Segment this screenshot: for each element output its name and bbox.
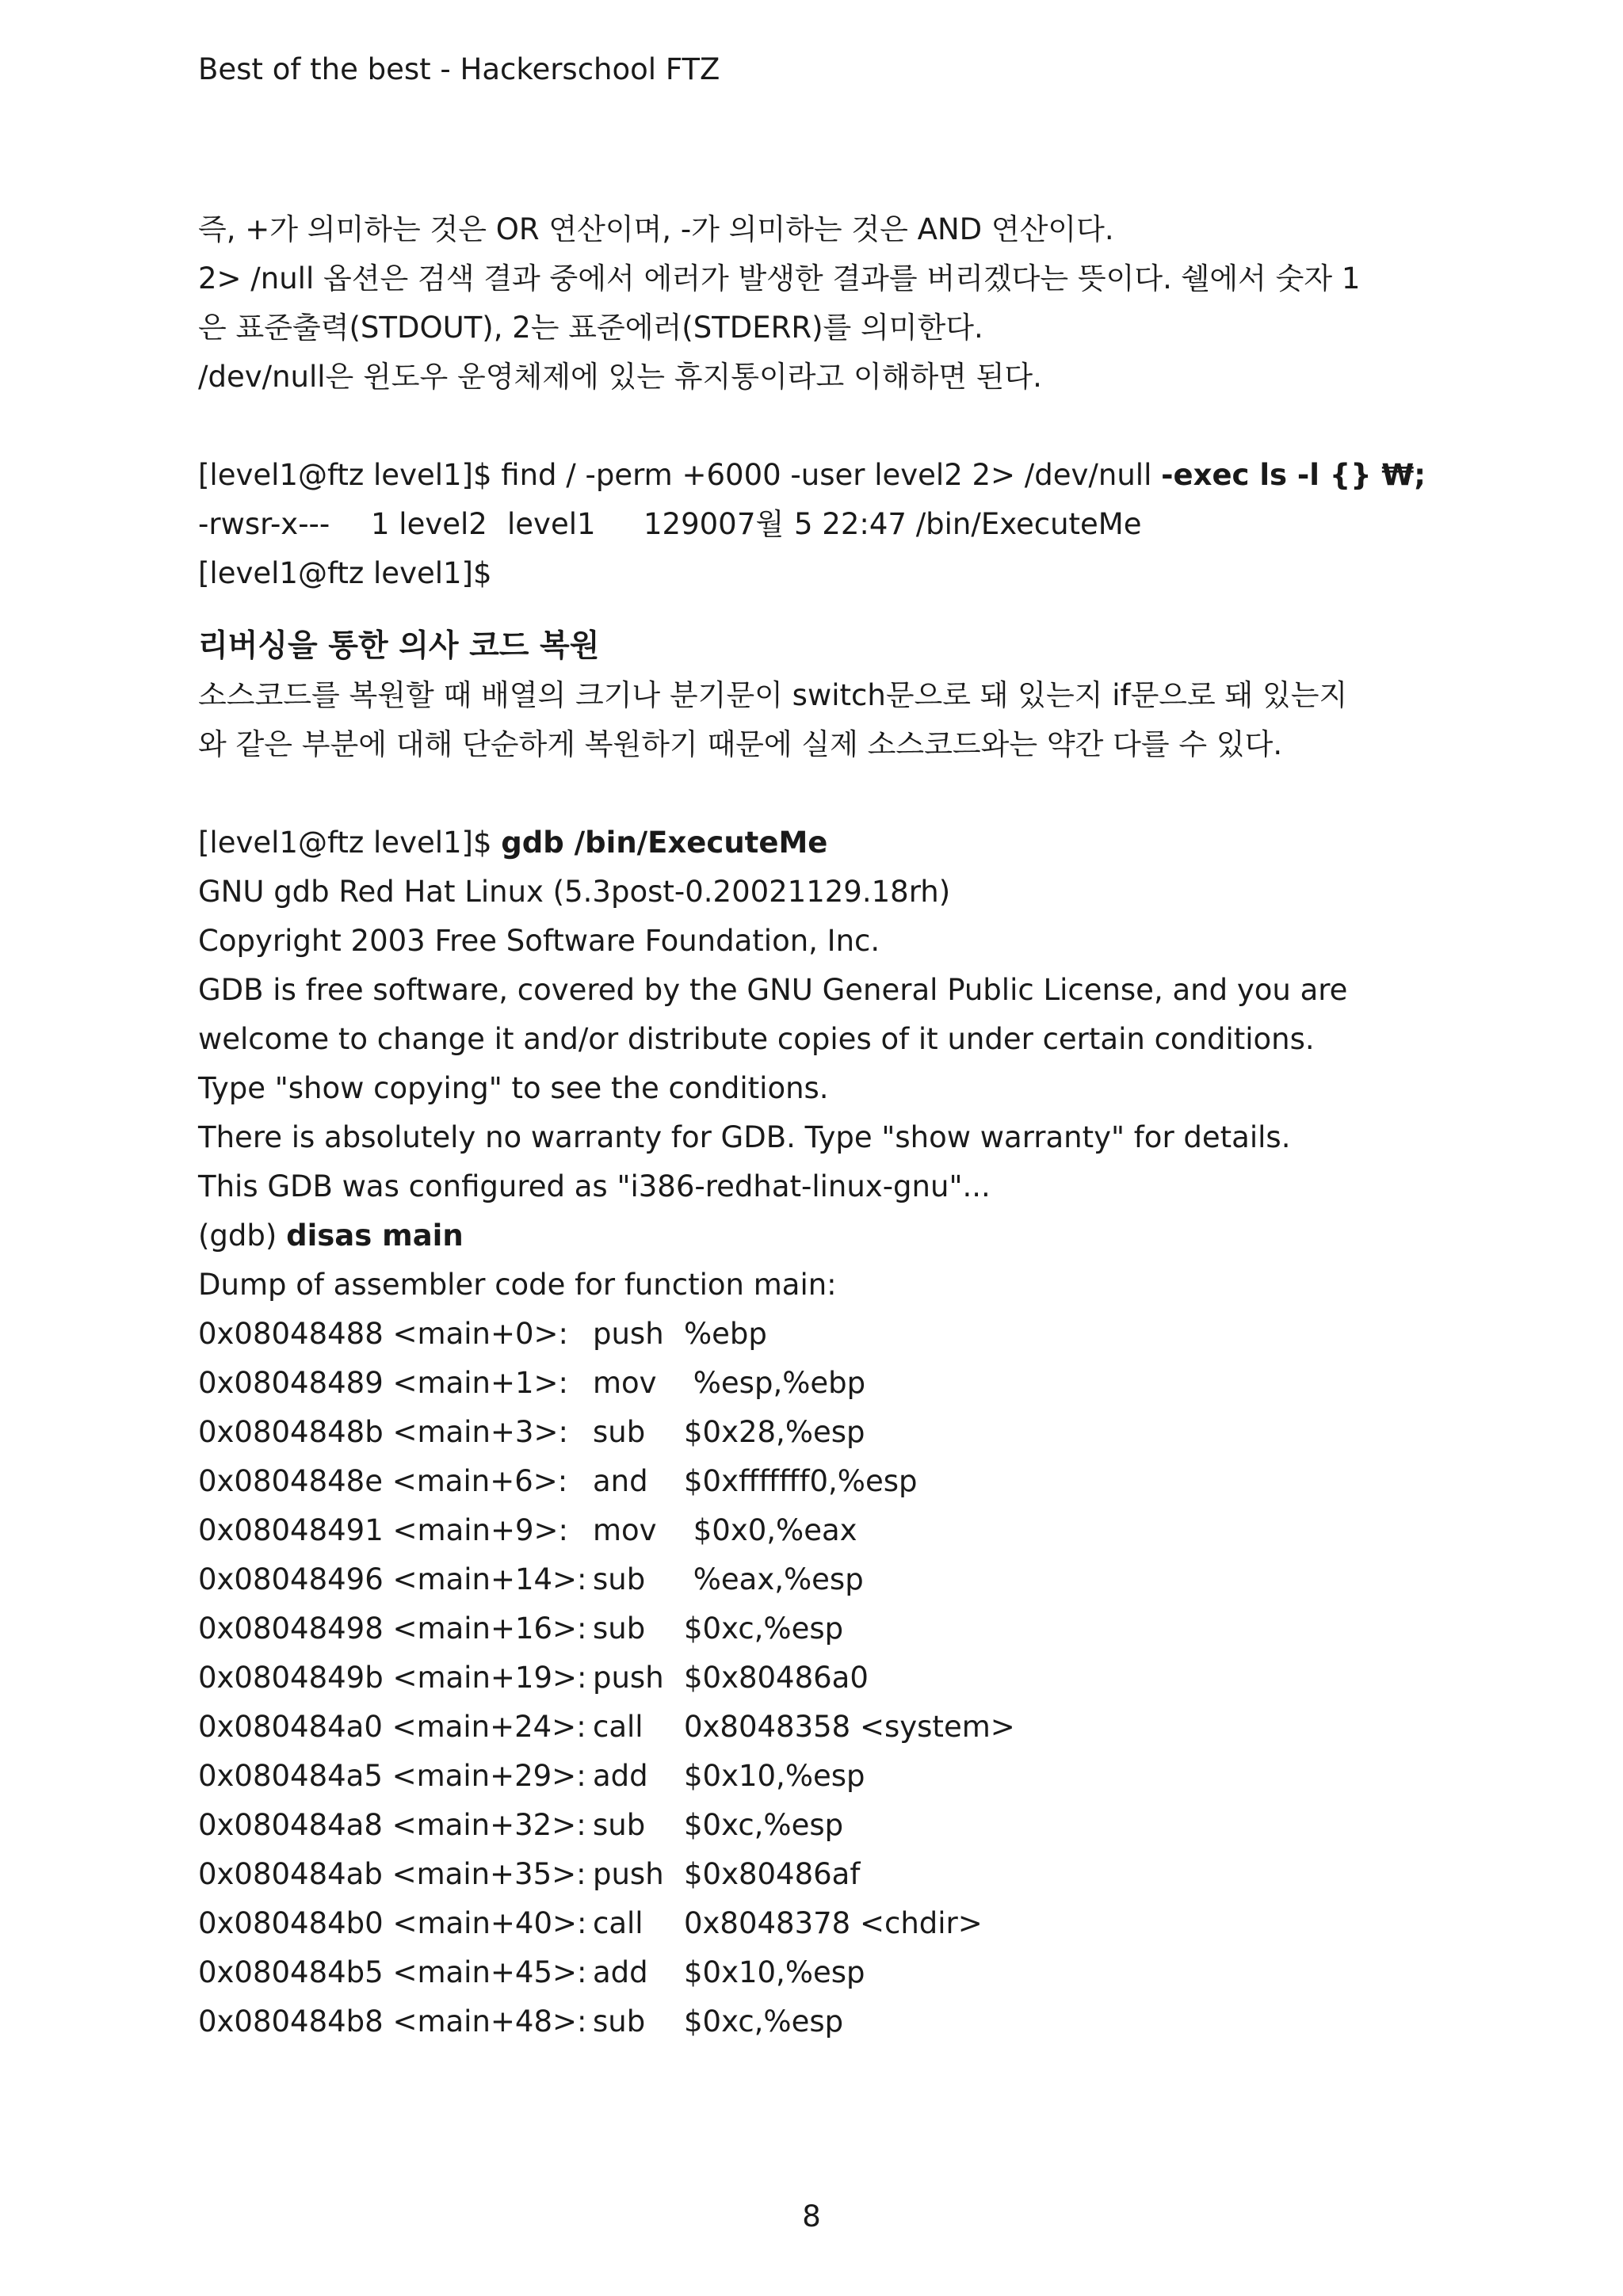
asm-opcode: and [593,1464,648,1498]
spacer [198,598,1434,622]
asm-operand: $0x80486a0 [684,1661,869,1695]
section-heading: 리버싱을 통한 의사 코드 복원 [198,628,600,664]
dump-header: Dump of assembler code for function main: [198,1268,837,1302]
asm-opcode: add [593,1759,648,1793]
asm-instruction-row [198,1801,1434,1850]
intro-line: /dev/null은 윈도우 운영체제에 있는 휴지통이라고 이해하면 된다. [198,360,1042,394]
asm-opcode: sub [593,1562,646,1596]
asm-instruction-row [198,1653,1434,1703]
asm-address: 0x080484b5 <main+45>: [198,1955,587,1989]
asm-operand: $0x10,%esp [684,1759,865,1793]
gdb-banner-line: Type "show copying" to see the conditions. [198,1071,829,1105]
asm-address: 0x080484b8 <main+48>: [198,2004,587,2039]
gdb-banner-line: GDB is free software, covered by the GNU General Public License, and you are [198,973,1348,1007]
asm-address: 0x080484a8 <main+32>: [198,1808,586,1842]
shell-prompt: [level1@ftz level1]$ [198,826,502,860]
asm-opcode: mov [593,1513,657,1547]
asm-instruction-row [198,1457,1434,1506]
asm-opcode: sub [593,1415,646,1449]
gdb-prompt: (gdb) [198,1219,287,1253]
asm-operand: $0x80486af [684,1857,861,1891]
gdb-session [198,818,1434,2046]
exec-option: -exec ls -l {} ₩; [1161,458,1426,492]
file-month: 7월 [737,507,785,541]
file-size: 12900 [643,507,737,541]
page-header: Best of the best - Hackerschool FTZ [198,52,720,86]
section-line: 소스코드를 복원할 때 배열의 크기나 분기문이 switch문으로 돼 있는지 if문으로 돼 있는지 [198,678,1348,712]
intro-line: 은 표준출력(STDOUT), 2는 표준에러(STDERR)를 의미한다. [198,311,983,345]
gdb-disas-line [198,1211,1434,1261]
asm-opcode: push [593,1857,664,1891]
gdb-command: gdb /bin/ExecuteMe [501,826,828,860]
asm-operand: %esp,%ebp [684,1366,866,1400]
disas-command: disas main [286,1219,464,1253]
asm-operand: $0xc,%esp [684,2004,844,2039]
assembly-listing [198,1310,1434,2046]
asm-instruction-row [198,1850,1434,1899]
file-permissions: -rwsr-x--- [198,507,330,541]
file-group: level1 [507,507,596,541]
asm-opcode: sub [593,1808,646,1842]
asm-address: 0x08048488 <main+0>: [198,1317,568,1351]
asm-opcode: mov [593,1366,657,1400]
gdb-banner-line: There is absolutely no warranty for GDB. Type "show warranty" for details. [198,1120,1291,1154]
asm-instruction-row [198,1359,1434,1408]
asm-operand: $0xc,%esp [684,1611,844,1646]
gdb-banner-line: Copyright 2003 Free Software Foundation, Inc. [198,924,880,958]
asm-address: 0x08048491 <main+9>: [198,1513,568,1547]
asm-opcode: call [593,1710,643,1744]
asm-instruction-row [198,1604,1434,1653]
file-date-path: 5 22:47 /bin/ExecuteMe [794,507,1142,541]
find-command-block [198,451,1434,598]
asm-instruction-row [198,1948,1434,1997]
intro-paragraph [198,205,1434,402]
asm-operand: 0x8048378 <chdir> [684,1906,983,1940]
asm-address: 0x08048496 <main+14>: [198,1562,587,1596]
asm-instruction-row [198,1752,1434,1801]
asm-opcode: call [593,1906,643,1940]
asm-address: 0x080484a0 <main+24>: [198,1710,586,1744]
asm-operand: %ebp [684,1317,767,1351]
asm-operand: $0x28,%esp [684,1415,865,1449]
asm-instruction-row [198,1506,1434,1555]
asm-operand: 0x8048358 <system> [684,1710,1015,1744]
asm-instruction-row [198,1310,1434,1359]
asm-instruction-row [198,1408,1434,1457]
page-content [198,205,1434,2046]
asm-address: 0x08048498 <main+16>: [198,1611,587,1646]
gdb-banner-line: welcome to change it and/or distribute copies of it under certain conditions. [198,1022,1315,1056]
intro-line: 2> /null 옵션은 검색 결과 중에서 에러가 발생한 결과를 버리겠다는 뜻이다. 쉘에서 숫자 1 [198,261,1361,296]
asm-opcode: push [593,1317,664,1351]
shell-prompt: [level1@ftz level1]$ find / -perm +6000 -user level2 2> /dev/null [198,458,1162,492]
gdb-banner-line: This GDB was configured as "i386-redhat-linux-gnu"... [198,1169,991,1203]
asm-instruction-row [198,1997,1434,2046]
asm-instruction-row [198,1555,1434,1604]
find-result-line [198,500,1434,549]
file-links-owner: 1 level2 [371,507,487,541]
asm-address: 0x080484ab <main+35>: [198,1857,586,1891]
asm-operand: $0xc,%esp [684,1808,844,1842]
asm-address: 0x0804848b <main+3>: [198,1415,568,1449]
gdb-banner-line: GNU gdb Red Hat Linux (5.3post-0.20021129.18rh) [198,875,951,909]
asm-address: 0x08048489 <main+1>: [198,1366,568,1400]
asm-operand: %eax,%esp [684,1562,864,1596]
asm-operand: $0xfffffff0,%esp [684,1464,918,1498]
asm-instruction-row [198,1703,1434,1752]
find-command-line [198,451,1434,500]
asm-opcode: add [593,1955,648,1989]
gdb-command-line [198,818,1434,868]
asm-opcode: push [593,1661,664,1695]
asm-opcode: sub [593,1611,646,1646]
shell-prompt-line: [level1@ftz level1]$ [198,556,492,590]
asm-operand: $0x0,%eax [684,1513,857,1547]
asm-opcode: sub [593,2004,646,2039]
asm-address: 0x080484b0 <main+40>: [198,1906,587,1940]
asm-operand: $0x10,%esp [684,1955,865,1989]
intro-line: 즉, +가 의미하는 것은 OR 연산이며, -가 의미하는 것은 AND 연산이다. [198,212,1114,246]
asm-address: 0x0804849b <main+19>: [198,1661,587,1695]
spacer [198,769,1434,818]
asm-address: 0x0804848e <main+6>: [198,1464,568,1498]
spacer [198,402,1434,451]
asm-address: 0x080484a5 <main+29>: [198,1759,586,1793]
section-paragraph [198,671,1434,769]
asm-instruction-row [198,1899,1434,1948]
section-line: 와 같은 부분에 대해 단순하게 복원하기 때문에 실제 소스코드와는 약간 다를 수 있다. [198,727,1283,761]
page-number: 8 [802,2199,821,2233]
